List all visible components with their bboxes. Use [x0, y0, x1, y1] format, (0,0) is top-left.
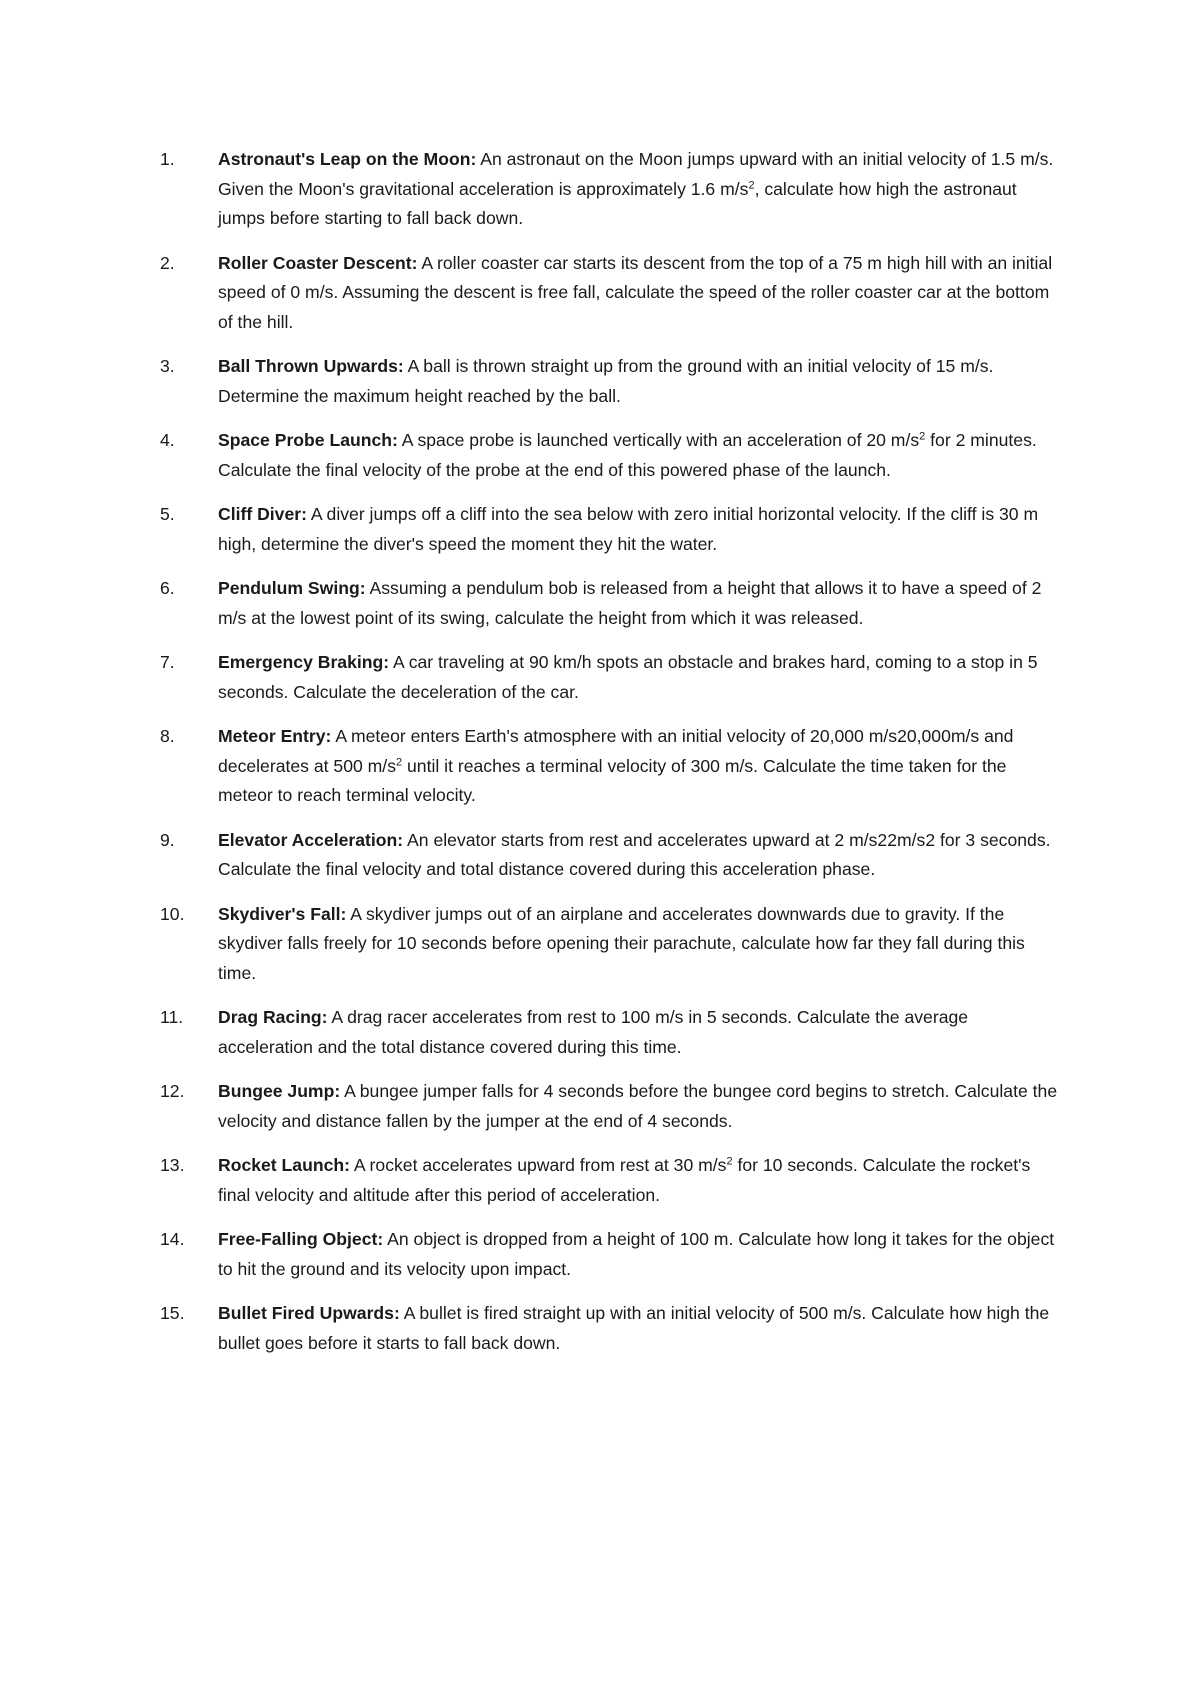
superscript-exponent: 2 [726, 1155, 733, 1168]
problem-text: A skydiver jumps out of an airplane and accelerates downwards due to gravity. If the skydiver falls freely for 10 seconds before opening their parachute, calculate how far they fall during this time. [218, 903, 1025, 983]
problem-number: 6. [160, 578, 175, 598]
problem-item [160, 648, 1060, 707]
problem-item [160, 1003, 1060, 1062]
problem-title: Meteor Entry: [218, 726, 332, 746]
problem-title: Skydiver's Fall: [218, 903, 347, 924]
problem-title: Space Probe Launch: [218, 430, 398, 450]
problem-item [160, 426, 1060, 485]
problem-text: for 10 seconds. Calculate the rocket's final velocity and altitude after this period of acceleration. [218, 1155, 1031, 1205]
problem-number: 4. [160, 430, 175, 450]
problem-number: 8. [160, 726, 175, 746]
problem-number: 13. [160, 1155, 185, 1175]
problem-title: Cliff Diver: [218, 504, 307, 524]
problem-item [160, 574, 1060, 633]
problem-text: An astronaut on the Moon jumps upward with an initial velocity of 1.5 m/s. Given the Moon's gravitational acceleration is approximately 1.6 m/s [218, 149, 1054, 199]
problem-text: A car traveling at 90 km/h spots an obstacle and brakes hard, coming to a stop in 5 seconds. Calculate the deceleration of the car. [218, 652, 1038, 702]
problem-text: A bungee jumper falls for 4 seconds before the bungee cord begins to stretch. Calculate the velocity and distance fallen by the jumper at the end of 4 seconds. [218, 1081, 1058, 1131]
problem-text: , calculate how high the astronaut jumps before starting to fall back down. [218, 178, 1017, 228]
problem-item [160, 500, 1060, 559]
problem-item [160, 1151, 1060, 1210]
superscript-exponent: 2 [919, 430, 926, 443]
problem-number: 15. [160, 1303, 185, 1323]
problem-item [160, 145, 1060, 234]
problem-item [160, 352, 1060, 411]
problem-text: Assuming a pendulum bob is released from a height that allows it to have a speed of 2 m/s at the lowest point of its swing, calculate the height from which it was released. [218, 578, 1042, 628]
problem-text: until it reaches a terminal velocity of 300 m/s. Calculate the time taken for the meteor to reach terminal velocity. [218, 755, 1007, 805]
problem-number: 12. [160, 1081, 185, 1101]
problem-title: Free-Falling Object: [218, 1229, 384, 1249]
problem-title: Bullet Fired Upwards: [218, 1303, 400, 1323]
problem-title: Elevator Acceleration: [218, 829, 404, 850]
problem-text: An object is dropped from a height of 100 m. Calculate how long it takes for the object to hit the ground and its velocity upon impact. [218, 1229, 1055, 1279]
problem-item [160, 1225, 1060, 1284]
problem-item [160, 249, 1060, 338]
problem-list [160, 145, 1060, 1373]
problem-text: A space probe is launched vertically with an acceleration of 20 m/s [397, 430, 920, 450]
problem-number: 10. [160, 903, 185, 924]
problem-title: Emergency Braking: [218, 652, 390, 672]
problem-text: A bullet is fired straight up with an initial velocity of 500 m/s. Calculate how high the bullet goes before it starts to fall back down. [218, 1303, 1050, 1353]
problem-title: Rocket Launch: [218, 1155, 350, 1175]
problem-number: 9. [160, 829, 175, 850]
problem-item [160, 826, 1060, 885]
problem-text: An elevator starts from rest and accelerates upward at 2 m/s22m/s2 for 3 seconds. Calculate the final velocity and total distance covered during this acceleration phase. [218, 829, 1051, 879]
problem-title: Roller Coaster Descent: [218, 252, 418, 273]
problem-title: Ball Thrown Upwards: [218, 356, 404, 376]
problem-item [160, 1077, 1060, 1136]
problem-text: A meteor enters Earth's atmosphere with an initial velocity of 20,000 m/s20,000m/s and decelerates at 500 m/s [218, 726, 1014, 776]
problem-text: for 2 minutes. Calculate the final velocity of the probe at the end of this powered phase of the launch. [218, 430, 1037, 480]
problem-text: A diver jumps off a cliff into the sea below with zero initial horizontal velocity. If the cliff is 30 m high, determine the diver's speed the moment they hit the water. [218, 504, 1039, 554]
superscript-exponent: 2 [396, 755, 403, 768]
problem-number: 11. [160, 1007, 184, 1027]
problem-title: Drag Racing: [218, 1007, 328, 1027]
problem-item [160, 722, 1060, 811]
superscript-exponent: 2 [748, 178, 755, 191]
problem-item [160, 900, 1060, 989]
problem-text: A roller coaster car starts its descent from the top of a 75 m high hill with an initial speed of 0 m/s. Assuming the descent is free fall, calculate the speed of the roller coaster car at the bottom of the hill. [218, 252, 1053, 332]
problem-number: 2. [160, 252, 175, 273]
problem-text: A rocket accelerates upward from rest at 30 m/s [349, 1155, 727, 1175]
problem-number: 7. [160, 652, 175, 672]
problem-text: A ball is thrown straight up from the ground with an initial velocity of 15 m/s. Determine the maximum height reached by the ball. [218, 356, 994, 406]
problem-number: 5. [160, 504, 175, 524]
problem-number: 1. [160, 149, 175, 169]
problem-text: A drag racer accelerates from rest to 100 m/s in 5 seconds. Calculate the average acceleration and the total distance covered during this time. [218, 1007, 969, 1057]
problem-title: Astronaut's Leap on the Moon: [218, 149, 477, 169]
problem-title: Pendulum Swing: [218, 578, 366, 598]
problem-number: 3. [160, 356, 175, 376]
problem-title: Bungee Jump: [218, 1081, 341, 1101]
problem-item [160, 1299, 1060, 1358]
problem-number: 14. [160, 1229, 185, 1249]
